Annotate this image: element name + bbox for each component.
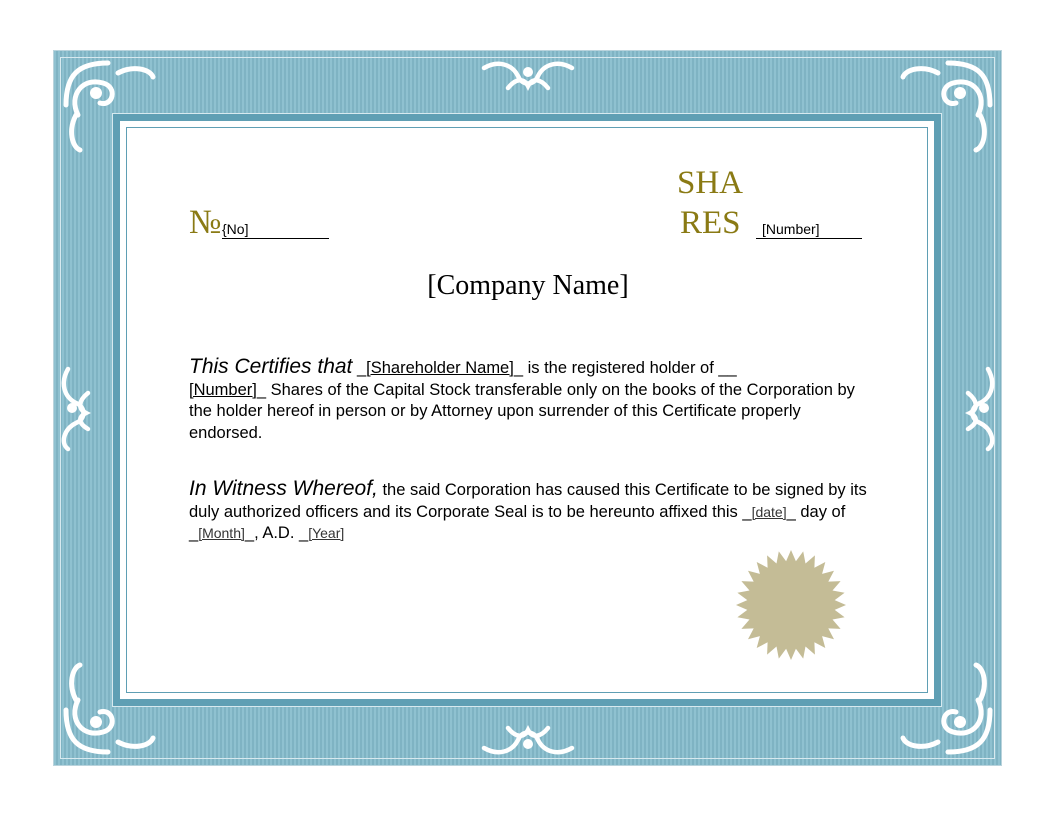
year-prefix: _ <box>299 524 309 542</box>
certifies-lead: This Certifies that <box>189 355 353 378</box>
bottom-center-ornament <box>478 718 578 758</box>
certificate-number-field[interactable]: {No] <box>222 220 329 239</box>
date-field[interactable]: [date] <box>751 503 787 520</box>
number-symbol: № <box>189 204 222 241</box>
year-field[interactable]: [Year] <box>308 525 345 541</box>
holder-suffix: _ is the registered holder of __ <box>513 359 737 377</box>
corporate-seal-icon <box>734 550 848 660</box>
date-suffix: _ day of <box>786 502 846 521</box>
witness-text: the said Corporation has caused this Certificate to be signed by its duly authorized officers and its Corporate Seal is to be hereunto affixed this <box>189 481 867 521</box>
share-count-field[interactable]: [Number] <box>189 380 257 399</box>
company-name[interactable]: [Company Name] <box>427 270 629 301</box>
date-prefix: _ <box>742 502 752 521</box>
witness-lead: In Witness Whereof, <box>189 477 378 500</box>
shareholder-name-field[interactable]: [Shareholder Name] <box>366 359 514 377</box>
month-field[interactable]: [Month] <box>198 525 245 541</box>
right-center-ornament <box>958 363 998 453</box>
shares-heading-line2: RES <box>680 205 741 241</box>
certification-text: _ Shares of the Capital Stock transferable only on the books of the Corporation by the holder hereof in person or by Attorney upon surrender of this Certificate properly endorsed. <box>189 380 855 442</box>
shares-number-field[interactable]: [Number] <box>756 220 862 239</box>
certification-paragraph <box>189 356 869 444</box>
month-prefix: _ <box>189 524 199 542</box>
holder-prefix: _ <box>352 359 367 377</box>
left-center-ornament <box>58 363 98 453</box>
month-suffix: _, A.D. <box>244 524 299 542</box>
witness-paragraph <box>189 478 869 545</box>
top-center-ornament <box>478 58 578 98</box>
shares-heading-line1: SHA <box>677 165 744 201</box>
